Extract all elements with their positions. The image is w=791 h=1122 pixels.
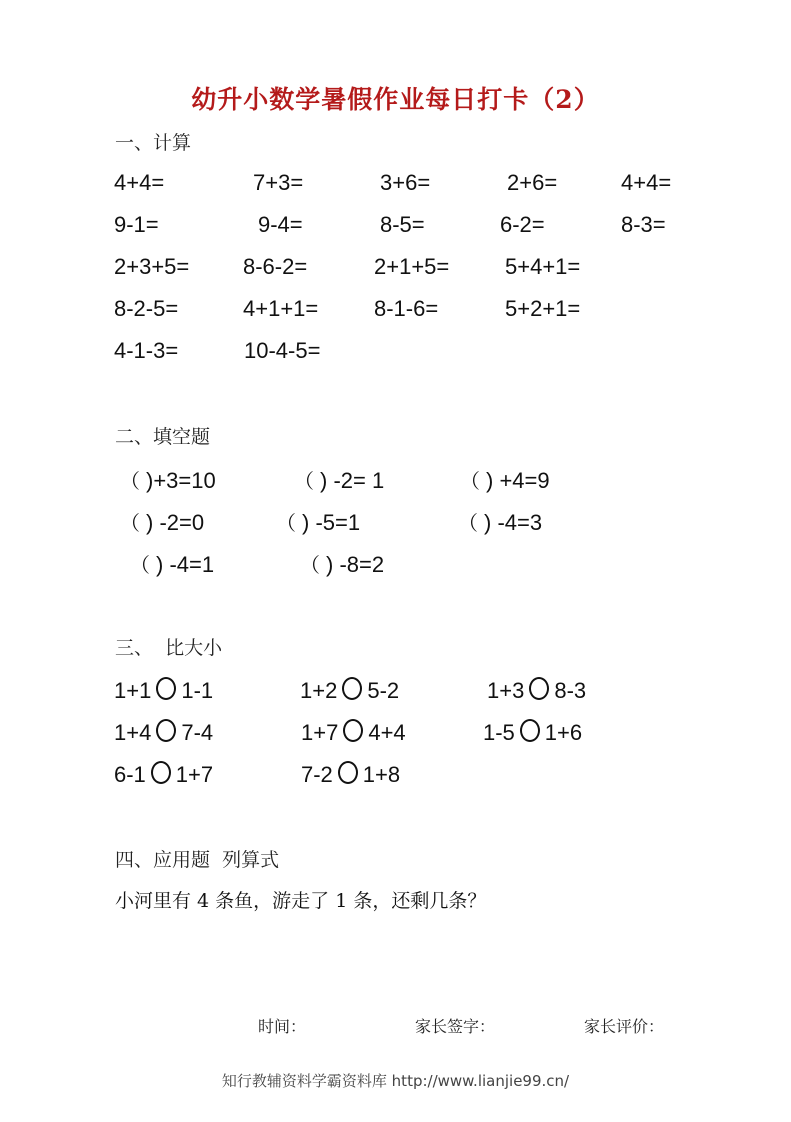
section-word-heading: 四、应用题 列算式 [115,849,280,871]
calc-item: 4+4= [114,170,165,195]
compare-item: 6-1 1+7 [114,762,214,787]
calc-item: 2+1+5= [374,254,450,279]
compare-item: 7-2 1+8 [301,762,401,787]
fill-item: （ ) -2=0 [120,510,205,535]
compare-circle [343,719,363,742]
calc-item: 8-1-6= [374,296,439,321]
time-label: 时间： [258,1017,307,1036]
fill-item: （ )+3=10 [120,468,216,493]
calc-item: 9-4= [258,212,303,237]
compare-item: 1-5 1+6 [483,720,583,745]
fill-item: （ ) -2= 1 [294,468,385,493]
word-problem: 小河里有 4 条鱼，游走了 1 条，还剩几条？ [115,890,487,912]
section-calc-heading: 一、计算 [115,132,192,154]
footer-watermark: 知行教辅资料学霸资料库 http://www.lianjie99.cn/ [221,1072,570,1090]
open-paren: （ [458,511,478,535]
compare-circle [151,761,171,784]
calc-item: 8-3= [621,212,666,237]
calc-item: 3+6= [380,170,431,195]
compare-circle [529,677,549,700]
page-title: 幼升小数学暑假作业每日打卡（2） [191,85,600,114]
open-paren: （ [294,469,314,493]
section-fill-heading: 二、填空题 [115,426,211,448]
calc-item: 5+4+1= [505,254,581,279]
compare-item: 1+1 1-1 [114,678,214,703]
open-paren: （ [276,511,296,535]
fill-item: （ ) -8=2 [300,552,385,577]
open-paren: （ [300,553,320,577]
calc-item: 10-4-5= [244,338,321,363]
compare-circle [156,677,176,700]
compare-item: 1+3 8-3 [487,678,587,703]
calc-item: 2+6= [507,170,558,195]
calc-item: 7+3= [253,170,304,195]
compare-circle [342,677,362,700]
compare-circle [338,761,358,784]
open-paren: （ [120,511,140,535]
calc-item: 4+4= [621,170,672,195]
open-paren: （ [120,469,140,493]
compare-circle [156,719,176,742]
compare-item: 1+4 7-4 [114,720,214,745]
compare-item: 1+7 4+4 [301,720,406,745]
calc-item: 8-2-5= [114,296,179,321]
fill-item: （ ) -5=1 [276,510,361,535]
fill-item: （ ) -4=3 [458,510,543,535]
calc-item: 8-6-2= [243,254,308,279]
parent-sign-label: 家长签字： [415,1017,496,1036]
compare-circle [520,719,540,742]
open-paren: （ [460,469,480,493]
calc-item: 8-5= [380,212,425,237]
calc-item: 4+1+1= [243,296,319,321]
section-compare-heading: 三、 比大小 [115,637,223,659]
open-paren: （ [130,553,150,577]
calc-item: 9-1= [114,212,159,237]
fill-item: （ ) -4=1 [130,552,215,577]
calc-item: 6-2= [500,212,545,237]
calc-item: 5+2+1= [505,296,581,321]
fill-item: （ ) +4=9 [460,468,550,493]
compare-item: 1+2 5-2 [300,678,400,703]
parent-eval-label: 家长评价： [584,1017,665,1036]
calc-item: 4-1-3= [114,338,179,363]
calc-item: 2+3+5= [114,254,190,279]
